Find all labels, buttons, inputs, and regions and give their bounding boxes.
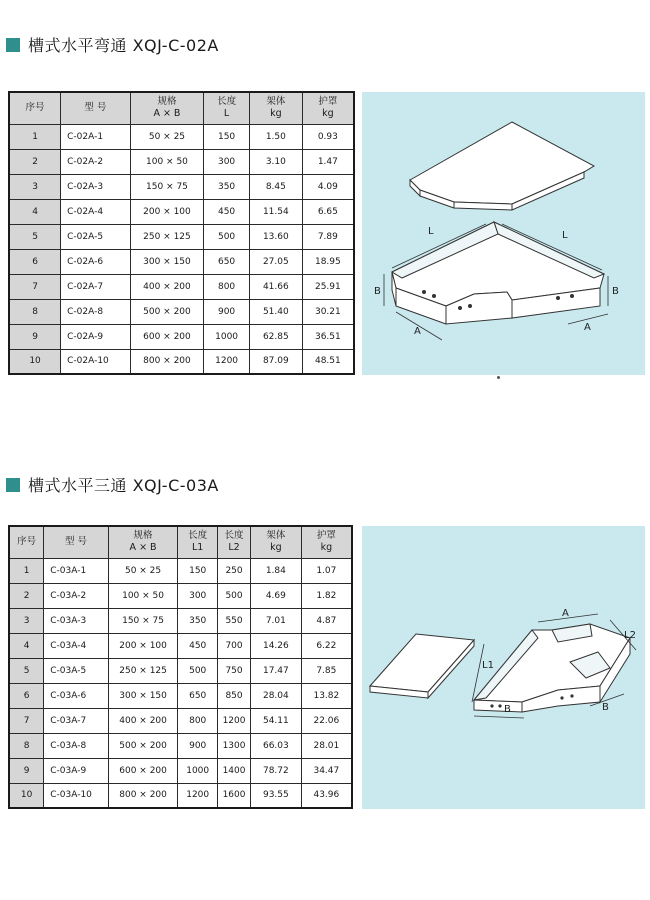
column-header [108, 526, 177, 558]
label-b-left: B [374, 286, 381, 297]
value-cell: 600 × 200 [130, 324, 203, 349]
table-row [9, 249, 354, 274]
value-cell: 18.95 [302, 249, 354, 274]
value-cell: 28.04 [250, 683, 301, 708]
value-cell: 250 [218, 558, 251, 583]
value-cell: 1.82 [301, 583, 352, 608]
value-cell: 1300 [218, 733, 251, 758]
column-header [178, 526, 218, 558]
model-cell: C-02A-4 [61, 199, 131, 224]
table-row [9, 224, 354, 249]
column-header-line2: kg [322, 108, 334, 120]
table-row [9, 783, 352, 808]
value-cell: 1400 [218, 758, 251, 783]
label-b-right: B [612, 286, 619, 297]
value-cell: 8.45 [249, 174, 302, 199]
column-header [302, 92, 354, 124]
section-title-elbow [6, 33, 219, 56]
value-cell: 22.06 [301, 708, 352, 733]
section-marker [6, 478, 20, 492]
row-index-cell: 8 [9, 299, 61, 324]
value-cell: 800 [204, 274, 250, 299]
model-cell: C-02A-3 [61, 174, 131, 199]
value-cell: 87.09 [249, 349, 302, 374]
value-cell: 1600 [218, 783, 251, 808]
model-cell: C-02A-7 [61, 274, 131, 299]
row-index-cell: 9 [9, 758, 44, 783]
column-header [44, 526, 109, 558]
value-cell: 7.85 [301, 658, 352, 683]
column-header-line1: 型 号 [65, 536, 88, 548]
value-cell: 800 [178, 708, 218, 733]
column-header-line1: 规格 [157, 96, 177, 108]
table-row [9, 733, 352, 758]
column-header [250, 526, 301, 558]
model-cell: C-03A-6 [44, 683, 109, 708]
value-cell: 450 [204, 199, 250, 224]
value-cell: 27.05 [249, 249, 302, 274]
column-header [204, 92, 250, 124]
value-cell: 250 × 125 [130, 224, 203, 249]
value-cell: 36.51 [302, 324, 354, 349]
label-a: A [562, 608, 569, 619]
column-header-line1: 长度 [188, 530, 208, 542]
value-cell: 93.55 [250, 783, 301, 808]
label-l-left: L [428, 226, 434, 237]
model-cell: C-03A-2 [44, 583, 109, 608]
row-index-cell: 3 [9, 174, 61, 199]
label-a-right: A [584, 322, 591, 333]
label-b-right: B [602, 702, 609, 713]
value-cell: 1.50 [249, 124, 302, 149]
value-cell: 300 × 150 [108, 683, 177, 708]
model-cell: C-03A-5 [44, 658, 109, 683]
column-header [249, 92, 302, 124]
model-cell: C-02A-8 [61, 299, 131, 324]
value-cell: 500 [178, 658, 218, 683]
model-cell: C-03A-3 [44, 608, 109, 633]
row-index-cell: 8 [9, 733, 44, 758]
value-cell: 1200 [218, 708, 251, 733]
value-cell: 7.89 [302, 224, 354, 249]
label-a-left: A [414, 326, 421, 337]
model-cell: C-02A-5 [61, 224, 131, 249]
value-cell: 500 × 200 [108, 733, 177, 758]
column-header [9, 92, 61, 124]
value-cell: 41.66 [249, 274, 302, 299]
model-cell: C-02A-10 [61, 349, 131, 374]
label-l-right: L [562, 230, 568, 241]
value-cell: 1200 [204, 349, 250, 374]
value-cell: 50 × 25 [130, 124, 203, 149]
table-row [9, 349, 354, 374]
column-header [130, 92, 203, 124]
row-index-cell: 1 [9, 558, 44, 583]
spec-table-tee [8, 525, 353, 809]
label-b-bottom: B [504, 704, 511, 715]
label-l1: L1 [482, 660, 494, 671]
column-header-line1: 规格 [133, 530, 153, 542]
value-cell: 800 × 200 [108, 783, 177, 808]
value-cell: 400 × 200 [130, 274, 203, 299]
column-header-line2: L2 [228, 542, 240, 554]
value-cell: 350 [204, 174, 250, 199]
column-header-line2: kg [320, 542, 333, 554]
row-index-cell: 1 [9, 124, 61, 149]
section-title-text: 槽式水平弯通 XQJ-C-02A [28, 36, 219, 55]
model-cell: C-03A-10 [44, 783, 109, 808]
model-cell: C-02A-2 [61, 149, 131, 174]
value-cell: 0.93 [302, 124, 354, 149]
column-header-line1: 架体 [266, 96, 286, 108]
table-header-row [9, 92, 354, 124]
value-cell: 900 [204, 299, 250, 324]
table-row [9, 324, 354, 349]
row-index-cell: 5 [9, 658, 44, 683]
tee-diagram [362, 526, 645, 809]
label-l2: L2 [624, 630, 636, 641]
model-cell: C-02A-1 [61, 124, 131, 149]
row-index-cell: 5 [9, 224, 61, 249]
diagram-panel-elbow [362, 92, 645, 375]
value-cell: 14.26 [250, 633, 301, 658]
value-cell: 900 [178, 733, 218, 758]
value-cell: 100 × 50 [108, 583, 177, 608]
value-cell: 1.47 [302, 149, 354, 174]
row-index-cell: 10 [9, 349, 61, 374]
value-cell: 750 [218, 658, 251, 683]
value-cell: 7.01 [250, 608, 301, 633]
value-cell: 150 × 75 [108, 608, 177, 633]
value-cell: 54.11 [250, 708, 301, 733]
table-row [9, 708, 352, 733]
row-index-cell: 3 [9, 608, 44, 633]
table-row [9, 658, 352, 683]
value-cell: 800 × 200 [130, 349, 203, 374]
table-row [9, 683, 352, 708]
row-index-cell: 2 [9, 583, 44, 608]
value-cell: 450 [178, 633, 218, 658]
table-row [9, 124, 354, 149]
value-cell: 4.87 [301, 608, 352, 633]
column-header-line2: A × B [129, 542, 157, 554]
row-index-cell: 9 [9, 324, 61, 349]
value-cell: 28.01 [301, 733, 352, 758]
column-header [218, 526, 251, 558]
model-cell: C-03A-9 [44, 758, 109, 783]
model-cell: C-02A-6 [61, 249, 131, 274]
column-header-line2: kg [270, 108, 282, 120]
value-cell: 6.22 [301, 633, 352, 658]
value-cell: 17.47 [250, 658, 301, 683]
value-cell: 78.72 [250, 758, 301, 783]
column-header-line2: A × B [153, 108, 181, 120]
column-header-line1: 长度 [217, 96, 237, 108]
row-index-cell: 6 [9, 683, 44, 708]
column-header [301, 526, 352, 558]
value-cell: 250 × 125 [108, 658, 177, 683]
value-cell: 25.91 [302, 274, 354, 299]
value-cell: 350 [178, 608, 218, 633]
column-header-line2: kg [270, 542, 282, 554]
column-header [61, 92, 131, 124]
table-row [9, 758, 352, 783]
value-cell: 600 × 200 [108, 758, 177, 783]
value-cell: 850 [218, 683, 251, 708]
column-header-line1: 护罩 [318, 96, 338, 108]
value-cell: 500 [218, 583, 251, 608]
column-header [9, 526, 44, 558]
value-cell: 300 × 150 [130, 249, 203, 274]
value-cell: 650 [178, 683, 218, 708]
column-header-line1: 长度 [224, 530, 244, 542]
value-cell: 30.21 [302, 299, 354, 324]
row-index-cell: 7 [9, 708, 44, 733]
table-row [9, 274, 354, 299]
value-cell: 500 [204, 224, 250, 249]
print-speck [497, 376, 500, 379]
section-marker [6, 38, 20, 52]
value-cell: 1000 [178, 758, 218, 783]
column-header-line2: L1 [192, 542, 204, 554]
row-index-cell: 6 [9, 249, 61, 274]
value-cell: 300 [178, 583, 218, 608]
column-header-line1: 型 号 [84, 102, 107, 114]
value-cell: 48.51 [302, 349, 354, 374]
model-cell: C-02A-9 [61, 324, 131, 349]
value-cell: 50 × 25 [108, 558, 177, 583]
row-index-cell: 7 [9, 274, 61, 299]
value-cell: 3.10 [249, 149, 302, 174]
value-cell: 200 × 100 [130, 199, 203, 224]
column-header-line2: L [223, 108, 230, 120]
value-cell: 650 [204, 249, 250, 274]
value-cell: 150 [178, 558, 218, 583]
value-cell: 13.82 [301, 683, 352, 708]
value-cell: 100 × 50 [130, 149, 203, 174]
section-title-text: 槽式水平三通 XQJ-C-03A [28, 476, 219, 495]
value-cell: 13.60 [249, 224, 302, 249]
value-cell: 300 [204, 149, 250, 174]
value-cell: 150 [204, 124, 250, 149]
row-index-cell: 10 [9, 783, 44, 808]
table-row [9, 583, 352, 608]
section-title-tee [6, 473, 219, 496]
value-cell: 62.85 [249, 324, 302, 349]
value-cell: 1.84 [250, 558, 301, 583]
model-cell: C-03A-7 [44, 708, 109, 733]
value-cell: 66.03 [250, 733, 301, 758]
column-header-line1: 架体 [266, 530, 286, 542]
column-header-line1: 序号 [17, 536, 37, 548]
value-cell: 500 × 200 [130, 299, 203, 324]
value-cell: 34.47 [301, 758, 352, 783]
table-row [9, 174, 354, 199]
value-cell: 1.07 [301, 558, 352, 583]
column-header-line1: 护罩 [316, 530, 336, 542]
table-row [9, 558, 352, 583]
table-row [9, 149, 354, 174]
table-header-row [9, 526, 352, 558]
diagram-panel-tee [362, 526, 645, 809]
table-row [9, 299, 354, 324]
value-cell: 4.69 [250, 583, 301, 608]
spec-table-elbow [8, 91, 355, 375]
value-cell: 51.40 [249, 299, 302, 324]
column-header-line1: 序号 [25, 102, 45, 114]
table-row [9, 633, 352, 658]
value-cell: 200 × 100 [108, 633, 177, 658]
model-cell: C-03A-4 [44, 633, 109, 658]
model-cell: C-03A-8 [44, 733, 109, 758]
value-cell: 400 × 200 [108, 708, 177, 733]
value-cell: 700 [218, 633, 251, 658]
row-index-cell: 2 [9, 149, 61, 174]
value-cell: 1200 [178, 783, 218, 808]
value-cell: 550 [218, 608, 251, 633]
table-row [9, 199, 354, 224]
model-cell: C-03A-1 [44, 558, 109, 583]
table-row [9, 608, 352, 633]
value-cell: 43.96 [301, 783, 352, 808]
value-cell: 150 × 75 [130, 174, 203, 199]
value-cell: 4.09 [302, 174, 354, 199]
row-index-cell: 4 [9, 199, 61, 224]
value-cell: 6.65 [302, 199, 354, 224]
row-index-cell: 4 [9, 633, 44, 658]
elbow-diagram [362, 92, 645, 375]
value-cell: 1000 [204, 324, 250, 349]
value-cell: 11.54 [249, 199, 302, 224]
